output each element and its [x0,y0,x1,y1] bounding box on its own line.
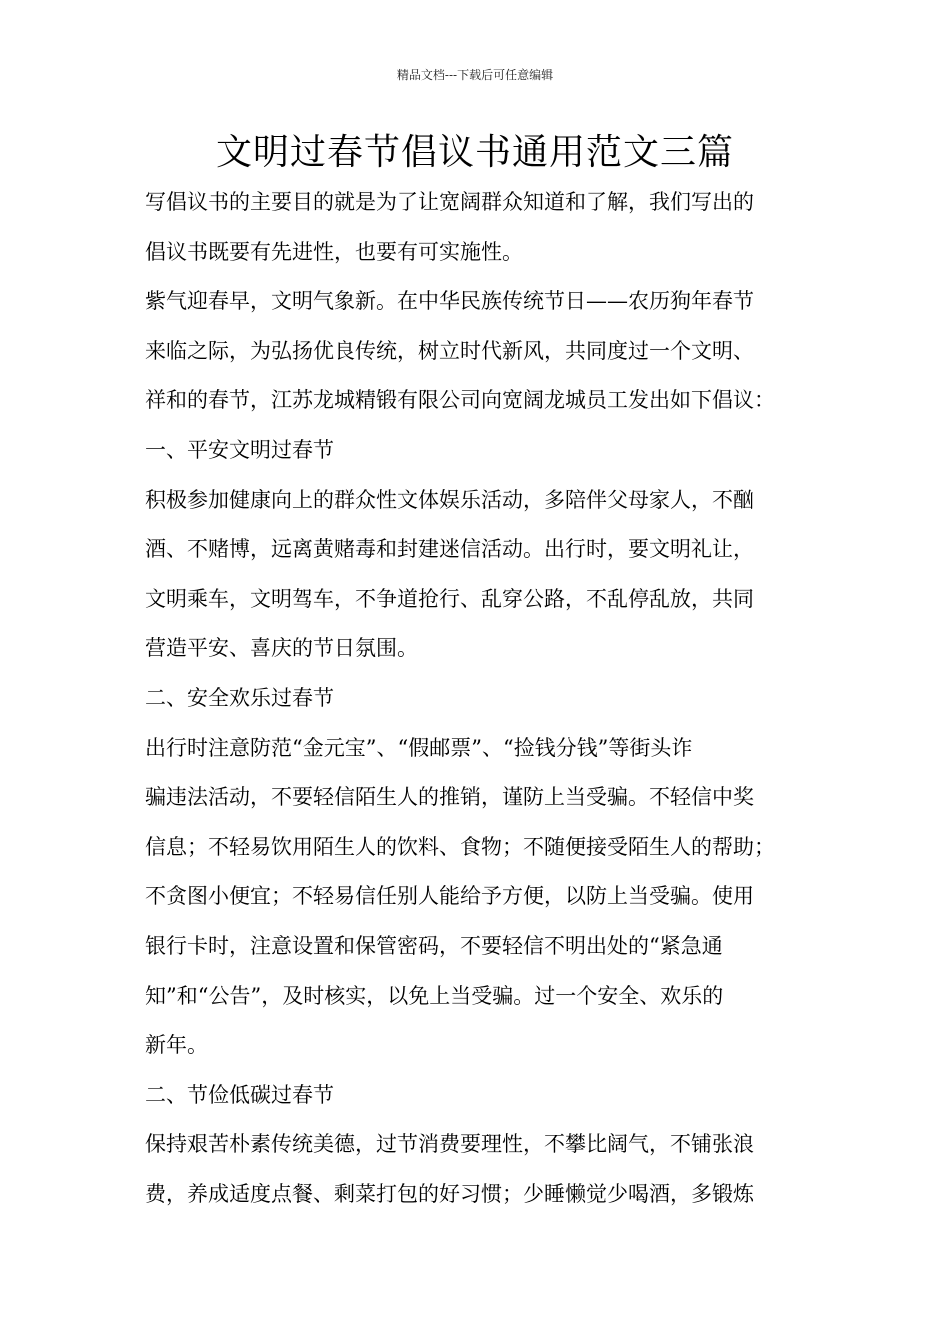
text-line: 积极参加健康向上的群众性文体娱乐活动，多陪伴父母家人，不酗 [145,487,754,512]
text-line: 知”和“公告”，及时核实，以免上当受骗。过一个安全、欢乐的 [145,983,724,1008]
text-line: 信息；不轻易饮用陌生人的饮料、食物；不随便接受陌生人的帮助； [145,834,775,859]
text-line: 营造平安、喜庆的节日氛围。 [145,636,418,661]
document-body [145,178,810,1219]
section-heading: 二、安全欢乐过春节 [145,685,334,710]
text-line: 紫气迎春早，文明气象新。在中华民族传统节日——农历狗年春节 [145,289,754,314]
text-line: 来临之际，为弘扬优良传统，树立时代新风，共同度过一个文明、 [145,338,754,363]
header-note: 精品文档---下载后可任意编辑 [396,68,554,82]
text-line: 不贪图小便宜；不轻易信任别人能给予方便，以防上当受骗。使用 [145,884,754,909]
text-line: 费，养成适度点餐、剩菜打包的好习惯；少睡懒觉少喝酒，多锻炼 [145,1181,754,1206]
text-line: 保持艰苦朴素传统美德，过节消费要理性，不攀比阔气，不铺张浪 [145,1132,754,1157]
section-heading: 一、平安文明过春节 [145,437,334,462]
text-line: 倡议书既要有先进性，也要有可实施性。 [145,239,523,264]
text-line: 银行卡时，注意设置和保管密码，不要轻信不明出处的“紧急通 [145,933,723,958]
text-line: 酒、不赌博，远离黄赌毒和封建迷信活动。出行时，要文明礼让， [145,537,754,562]
text-line: 出行时注意防范“金元宝”、“假邮票”、“捡钱分钱”等街头诈 [145,735,693,760]
text-line: 写倡议书的主要目的就是为了让宽阔群众知道和了解，我们写出的 [145,190,754,214]
text-line: 新年。 [145,1033,208,1058]
text-line: 祥和的春节，江苏龙城精锻有限公司向宽阔龙城员工发出如下倡议： [145,388,775,413]
text-line: 文明乘车，文明驾车，不争道抢行、乱穿公路，不乱停乱放，共同 [145,586,754,611]
section-heading: 二、节俭低碳过春节 [145,1082,334,1107]
text-line: 骗违法活动，不要轻信陌生人的推销，谨防上当受骗。不轻信中奖 [145,785,754,810]
document-title: 文明过春节倡议书通用范文三篇 [215,132,734,173]
